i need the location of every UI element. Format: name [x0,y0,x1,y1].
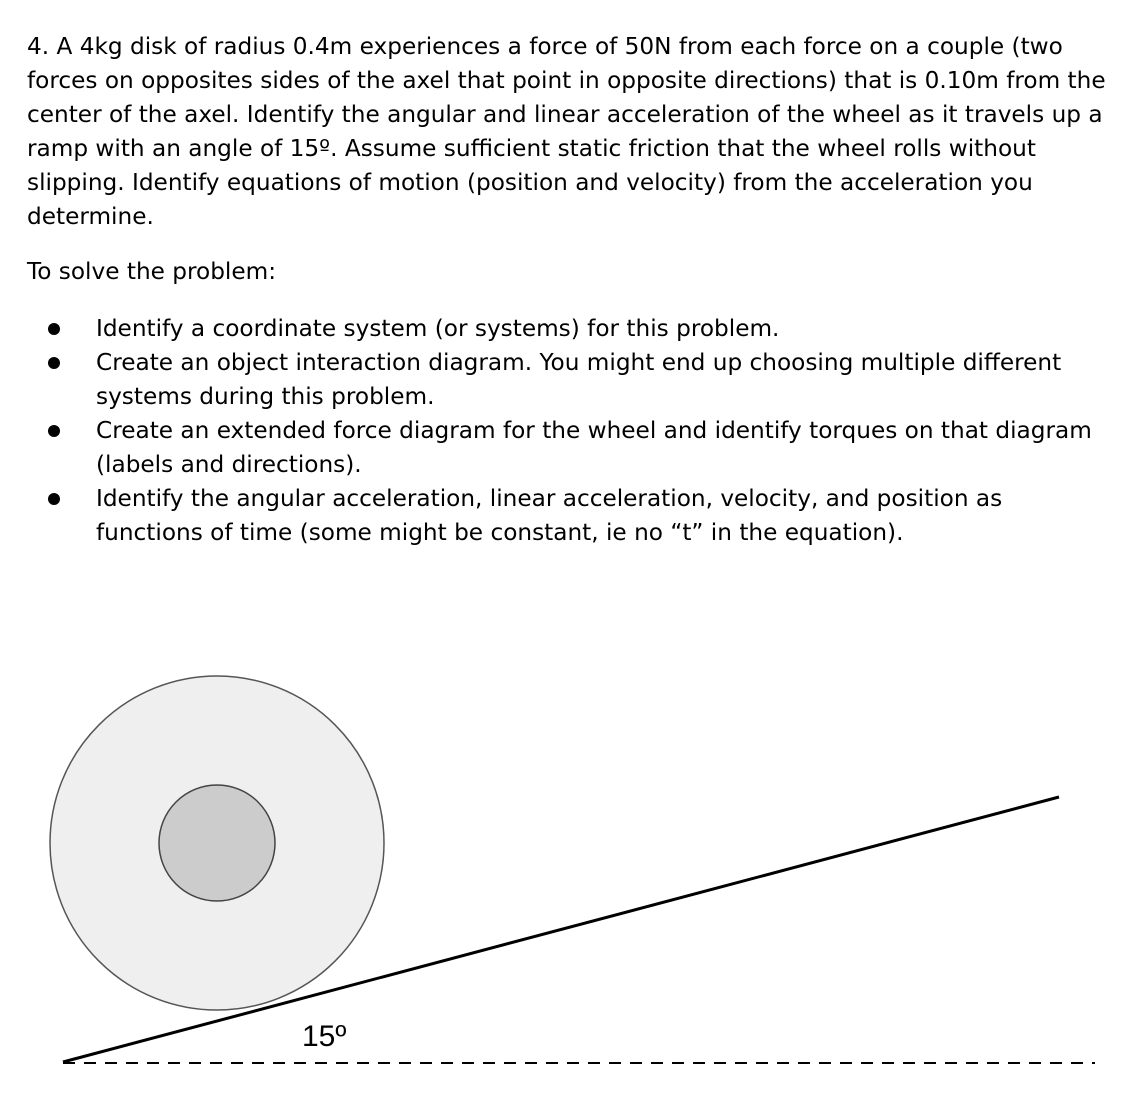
axle [159,785,275,901]
step-text: Identify a coordinate system (or systems) for this problem. [96,315,780,342]
step-text: Identify the angular acceleration, linear acceleration, velocity, and position as functions of time (some might be constant, ie no “t” in the equation). [96,485,1003,546]
step-text: Create an extended force diagram for the wheel and identify torques on that diagram (labels and directions). [96,417,1092,478]
instructions-intro: To solve the problem: [27,258,277,285]
step-text: Create an object interaction diagram. You might end up choosing multiple different systems during this problem. [96,349,1062,410]
problem-statement: 4. A 4kg disk of radius 0.4m experiences a force of 50N from each force on a couple (two forces on opposites sides of the axel that point in opposite directions) that is 0.10m from the center of the axel. Identify the angular and linear acceleration of the wheel as it travels up a ramp with an angle of 15º. Assume sufficient static friction that the wheel rolls without slipping. Identify equations of motion (position and velocity) from the acceleration you determine. [27,33,1106,230]
angle-label: 15º [302,1020,347,1053]
